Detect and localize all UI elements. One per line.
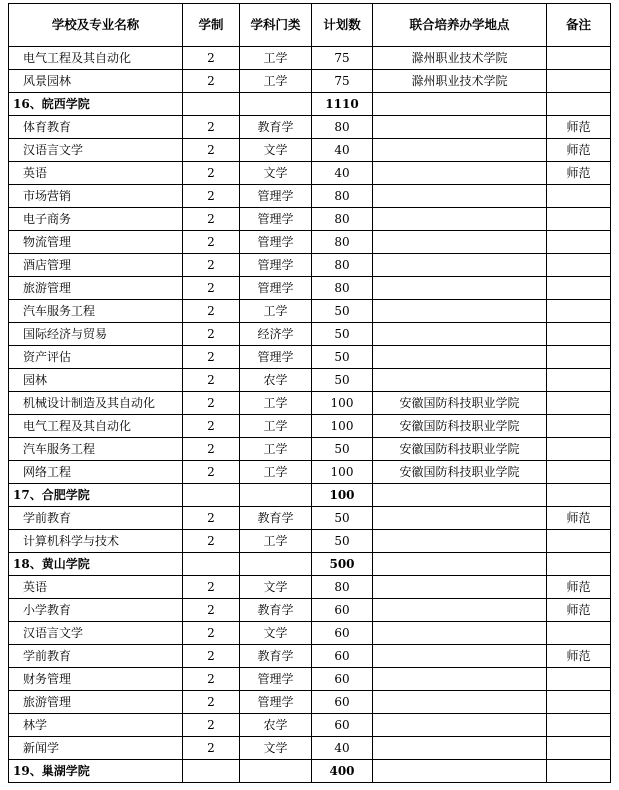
major-row <box>9 530 611 553</box>
years-cell: 2 <box>183 47 240 70</box>
school-row <box>9 760 611 783</box>
years-cell <box>183 484 240 507</box>
site-cell <box>373 507 547 530</box>
note-cell <box>547 714 611 737</box>
years-cell: 2 <box>183 507 240 530</box>
years-cell <box>183 760 240 783</box>
site-cell <box>373 668 547 691</box>
major-name: 旅游管理 <box>9 277 183 300</box>
note-cell <box>547 737 611 760</box>
note-cell <box>547 415 611 438</box>
school-row <box>9 553 611 576</box>
major-row <box>9 691 611 714</box>
site-cell <box>373 737 547 760</box>
category-cell <box>240 484 312 507</box>
years-cell: 2 <box>183 70 240 93</box>
site-cell: 滁州职业技术学院 <box>373 47 547 70</box>
school-total-quota: 100 <box>312 484 373 507</box>
years-cell: 2 <box>183 576 240 599</box>
quota-cell: 50 <box>312 530 373 553</box>
site-cell <box>373 714 547 737</box>
note-cell <box>547 691 611 714</box>
major-row <box>9 162 611 185</box>
category-cell: 文学 <box>240 737 312 760</box>
note-cell: 师范 <box>547 645 611 668</box>
category-cell: 管理学 <box>240 691 312 714</box>
site-cell: 安徽国防科技职业学院 <box>373 392 547 415</box>
years-cell: 2 <box>183 254 240 277</box>
site-cell <box>373 323 547 346</box>
site-cell: 安徽国防科技职业学院 <box>373 461 547 484</box>
note-cell: 师范 <box>547 139 611 162</box>
quota-cell: 75 <box>312 47 373 70</box>
years-cell: 2 <box>183 461 240 484</box>
major-name: 国际经济与贸易 <box>9 323 183 346</box>
note-cell <box>547 461 611 484</box>
header-note: 备注 <box>547 4 611 47</box>
school-total-quota: 400 <box>312 760 373 783</box>
quota-cell: 60 <box>312 622 373 645</box>
years-cell <box>183 93 240 116</box>
school-row <box>9 484 611 507</box>
major-name: 物流管理 <box>9 231 183 254</box>
note-cell <box>547 392 611 415</box>
note-cell <box>547 346 611 369</box>
header-quota: 计划数 <box>312 4 373 47</box>
major-name: 林学 <box>9 714 183 737</box>
years-cell: 2 <box>183 691 240 714</box>
years-cell: 2 <box>183 415 240 438</box>
major-row <box>9 622 611 645</box>
major-name: 英语 <box>9 576 183 599</box>
quota-cell: 100 <box>312 392 373 415</box>
major-name: 资产评估 <box>9 346 183 369</box>
category-cell: 工学 <box>240 47 312 70</box>
quota-cell: 60 <box>312 599 373 622</box>
site-cell <box>373 599 547 622</box>
category-cell: 文学 <box>240 139 312 162</box>
note-cell <box>547 277 611 300</box>
quota-cell: 80 <box>312 277 373 300</box>
note-cell: 师范 <box>547 162 611 185</box>
major-name: 网络工程 <box>9 461 183 484</box>
note-cell <box>547 254 611 277</box>
years-cell: 2 <box>183 323 240 346</box>
major-name: 汉语言文学 <box>9 139 183 162</box>
major-row <box>9 277 611 300</box>
school-row <box>9 93 611 116</box>
note-cell: 师范 <box>547 507 611 530</box>
years-cell: 2 <box>183 392 240 415</box>
header-years: 学制 <box>183 4 240 47</box>
school-name: 19、巢湖学院 <box>9 760 183 783</box>
major-name: 园林 <box>9 369 183 392</box>
major-name: 汽车服务工程 <box>9 438 183 461</box>
site-cell <box>373 139 547 162</box>
school-total-quota: 500 <box>312 553 373 576</box>
note-cell <box>547 668 611 691</box>
school-name: 16、皖西学院 <box>9 93 183 116</box>
site-cell <box>373 645 547 668</box>
table-header <box>9 4 611 47</box>
quota-cell: 80 <box>312 231 373 254</box>
note-cell <box>547 553 611 576</box>
enrollment-plan-table <box>8 3 611 783</box>
quota-cell: 50 <box>312 507 373 530</box>
major-row <box>9 599 611 622</box>
quota-cell: 50 <box>312 438 373 461</box>
major-name: 新闻学 <box>9 737 183 760</box>
site-cell <box>373 254 547 277</box>
note-cell <box>547 93 611 116</box>
category-cell <box>240 553 312 576</box>
category-cell: 管理学 <box>240 277 312 300</box>
years-cell: 2 <box>183 208 240 231</box>
site-cell <box>373 162 547 185</box>
major-name: 旅游管理 <box>9 691 183 714</box>
site-cell <box>373 208 547 231</box>
school-name: 18、黄山学院 <box>9 553 183 576</box>
years-cell: 2 <box>183 530 240 553</box>
category-cell: 管理学 <box>240 231 312 254</box>
note-cell <box>547 438 611 461</box>
site-cell <box>373 691 547 714</box>
note-cell: 师范 <box>547 599 611 622</box>
major-row <box>9 254 611 277</box>
major-row <box>9 714 611 737</box>
major-row <box>9 645 611 668</box>
major-name: 电气工程及其自动化 <box>9 47 183 70</box>
note-cell: 师范 <box>547 576 611 599</box>
years-cell: 2 <box>183 185 240 208</box>
major-row <box>9 461 611 484</box>
major-name: 英语 <box>9 162 183 185</box>
quota-cell: 40 <box>312 162 373 185</box>
major-name: 体育教育 <box>9 116 183 139</box>
site-cell: 安徽国防科技职业学院 <box>373 415 547 438</box>
major-row <box>9 70 611 93</box>
years-cell: 2 <box>183 668 240 691</box>
school-total-quota: 1110 <box>312 93 373 116</box>
category-cell: 工学 <box>240 300 312 323</box>
header-joint-site: 联合培养办学地点 <box>373 4 547 47</box>
major-row <box>9 208 611 231</box>
category-cell: 文学 <box>240 162 312 185</box>
major-row <box>9 47 611 70</box>
category-cell: 教育学 <box>240 507 312 530</box>
quota-cell: 50 <box>312 323 373 346</box>
major-name: 计算机科学与技术 <box>9 530 183 553</box>
site-cell <box>373 93 547 116</box>
major-name: 学前教育 <box>9 645 183 668</box>
category-cell: 教育学 <box>240 116 312 139</box>
category-cell: 工学 <box>240 415 312 438</box>
quota-cell: 100 <box>312 415 373 438</box>
quota-cell: 80 <box>312 208 373 231</box>
site-cell <box>373 576 547 599</box>
years-cell: 2 <box>183 346 240 369</box>
note-cell <box>547 369 611 392</box>
table-body <box>9 47 611 783</box>
major-row <box>9 668 611 691</box>
note-cell <box>547 323 611 346</box>
note-cell <box>547 185 611 208</box>
years-cell: 2 <box>183 737 240 760</box>
major-name: 风景园林 <box>9 70 183 93</box>
major-row <box>9 116 611 139</box>
major-row <box>9 576 611 599</box>
category-cell: 管理学 <box>240 208 312 231</box>
category-cell: 工学 <box>240 461 312 484</box>
header-school-major: 学校及专业名称 <box>9 4 183 47</box>
major-row <box>9 139 611 162</box>
major-row <box>9 737 611 760</box>
quota-cell: 80 <box>312 116 373 139</box>
quota-cell: 60 <box>312 691 373 714</box>
years-cell: 2 <box>183 714 240 737</box>
note-cell <box>547 760 611 783</box>
quota-cell: 80 <box>312 185 373 208</box>
years-cell: 2 <box>183 599 240 622</box>
category-cell: 农学 <box>240 369 312 392</box>
quota-cell: 50 <box>312 300 373 323</box>
category-cell: 工学 <box>240 530 312 553</box>
years-cell: 2 <box>183 162 240 185</box>
category-cell: 工学 <box>240 70 312 93</box>
years-cell: 2 <box>183 300 240 323</box>
category-cell: 管理学 <box>240 668 312 691</box>
major-name: 酒店管理 <box>9 254 183 277</box>
site-cell <box>373 530 547 553</box>
category-cell: 工学 <box>240 438 312 461</box>
major-row <box>9 415 611 438</box>
quota-cell: 40 <box>312 139 373 162</box>
quota-cell: 80 <box>312 254 373 277</box>
years-cell: 2 <box>183 369 240 392</box>
quota-cell: 60 <box>312 714 373 737</box>
years-cell: 2 <box>183 116 240 139</box>
site-cell <box>373 185 547 208</box>
note-cell: 师范 <box>547 116 611 139</box>
site-cell <box>373 369 547 392</box>
quota-cell: 50 <box>312 369 373 392</box>
site-cell <box>373 622 547 645</box>
years-cell: 2 <box>183 645 240 668</box>
header-row <box>9 4 611 47</box>
site-cell <box>373 760 547 783</box>
note-cell <box>547 484 611 507</box>
major-name: 电气工程及其自动化 <box>9 415 183 438</box>
category-cell: 文学 <box>240 576 312 599</box>
major-name: 汽车服务工程 <box>9 300 183 323</box>
note-cell <box>547 622 611 645</box>
major-name: 汉语言文学 <box>9 622 183 645</box>
major-row <box>9 323 611 346</box>
major-row <box>9 185 611 208</box>
site-cell <box>373 231 547 254</box>
years-cell: 2 <box>183 231 240 254</box>
category-cell: 工学 <box>240 392 312 415</box>
major-name: 财务管理 <box>9 668 183 691</box>
note-cell <box>547 300 611 323</box>
category-cell: 管理学 <box>240 185 312 208</box>
years-cell: 2 <box>183 438 240 461</box>
major-row <box>9 438 611 461</box>
major-name: 电子商务 <box>9 208 183 231</box>
note-cell <box>547 70 611 93</box>
years-cell: 2 <box>183 622 240 645</box>
quota-cell: 100 <box>312 461 373 484</box>
major-name: 小学教育 <box>9 599 183 622</box>
note-cell <box>547 208 611 231</box>
quota-cell: 75 <box>312 70 373 93</box>
quota-cell: 40 <box>312 737 373 760</box>
years-cell <box>183 553 240 576</box>
site-cell: 安徽国防科技职业学院 <box>373 438 547 461</box>
quota-cell: 80 <box>312 576 373 599</box>
major-row <box>9 507 611 530</box>
category-cell: 农学 <box>240 714 312 737</box>
header-category: 学科门类 <box>240 4 312 47</box>
category-cell: 经济学 <box>240 323 312 346</box>
years-cell: 2 <box>183 277 240 300</box>
note-cell <box>547 47 611 70</box>
note-cell <box>547 231 611 254</box>
category-cell <box>240 93 312 116</box>
major-row <box>9 231 611 254</box>
major-name: 学前教育 <box>9 507 183 530</box>
quota-cell: 50 <box>312 346 373 369</box>
years-cell: 2 <box>183 139 240 162</box>
site-cell <box>373 484 547 507</box>
site-cell <box>373 346 547 369</box>
category-cell <box>240 760 312 783</box>
quota-cell: 60 <box>312 645 373 668</box>
major-row <box>9 346 611 369</box>
site-cell: 滁州职业技术学院 <box>373 70 547 93</box>
major-row <box>9 369 611 392</box>
quota-cell: 60 <box>312 668 373 691</box>
school-name: 17、合肥学院 <box>9 484 183 507</box>
major-name: 市场营销 <box>9 185 183 208</box>
site-cell <box>373 553 547 576</box>
major-row <box>9 392 611 415</box>
site-cell <box>373 277 547 300</box>
site-cell <box>373 116 547 139</box>
category-cell: 管理学 <box>240 346 312 369</box>
major-name: 机械设计制造及其自动化 <box>9 392 183 415</box>
category-cell: 教育学 <box>240 645 312 668</box>
site-cell <box>373 300 547 323</box>
category-cell: 管理学 <box>240 254 312 277</box>
category-cell: 教育学 <box>240 599 312 622</box>
major-row <box>9 300 611 323</box>
category-cell: 文学 <box>240 622 312 645</box>
note-cell <box>547 530 611 553</box>
